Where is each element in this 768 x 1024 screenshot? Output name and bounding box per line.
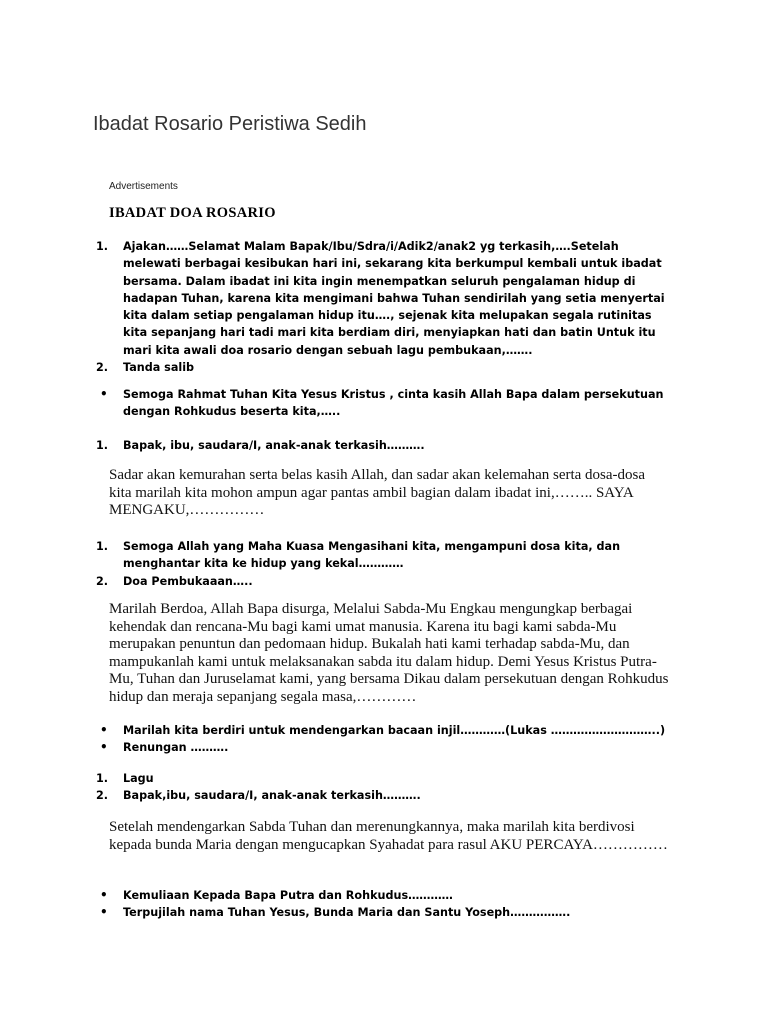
- paragraph-creed: Setelah mendengarkan Sabda Tuhan dan merenungkannya, maka marilah kita berdivosi kepada bunda Maria dengan mengucapkan Syahadat para rasul AKU PERCAYA……………: [109, 819, 668, 853]
- list-item: [96, 722, 666, 739]
- list-item-text: Terpujilah nama Tuhan Yesus, Bunda Maria dan Santu Yoseph…………….: [123, 906, 571, 920]
- list-absolution: [96, 538, 666, 590]
- document-title: IBADAT DOA ROSARIO: [109, 205, 276, 221]
- bullet-marker: •: [100, 723, 108, 737]
- list-item-text: Semoga Allah yang Maha Kuasa Mengasihani kita, mengampuni dosa kita, dan menghantar kita ke hidup yang kekal…………: [123, 540, 621, 571]
- list-doxology: [96, 887, 666, 922]
- bullet-marker: •: [100, 905, 108, 920]
- list-item-text: Marilah kita berdiri untuk mendengarkan bacaan injil…………(Lukas ………………………..): [123, 724, 666, 737]
- list-item: [96, 573, 666, 590]
- list-item-text: Semoga Rahmat Tuhan Kita Yesus Kristus , cinta kasih Allah Bapa dalam persekutuan dengan Rohkudus beserta kita,…..: [123, 388, 664, 419]
- list-item-text: Bapak,ibu, saudara/I, anak-anak terkasih……….: [123, 789, 421, 803]
- list-item: [96, 386, 666, 421]
- list-number: 1.: [96, 240, 109, 253]
- list-item: [96, 887, 666, 904]
- list-item-text: Bapak, ibu, saudara/I, anak-anak terkasih……….: [123, 439, 425, 452]
- list-opening: [96, 238, 666, 376]
- list-item: [96, 739, 666, 756]
- list-number: 2.: [96, 361, 109, 375]
- list-address: [96, 437, 666, 454]
- list-greeting: [96, 386, 666, 421]
- list-gospel: [96, 722, 666, 757]
- list-item: [96, 787, 666, 804]
- list-number: 1.: [96, 540, 109, 553]
- list-number: 1.: [96, 439, 109, 452]
- paragraph-confession: Sadar akan kemurahan serta belas kasih Allah, dan sadar akan kelemahan serta dosa-dosa kita marilah kita mohon ampun agar pantas ambil bagian dalam ibadat ini,…….. SAYA MENGAKU,……………: [109, 467, 646, 519]
- list-item-text: Renungan ……….: [123, 741, 229, 755]
- list-item: [96, 238, 666, 359]
- page-title: Ibadat Rosario Peristiwa Sedih: [93, 113, 367, 135]
- list-song: [96, 770, 666, 805]
- list-item: [96, 359, 666, 376]
- list-item-text: Doa Pembukaaan…..: [123, 574, 253, 588]
- list-number: 2.: [96, 789, 109, 803]
- advertisements-label: Advertisements: [109, 181, 178, 192]
- list-item: [96, 904, 666, 921]
- list-item-text: Kemuliaan Kepada Bapa Putra dan Rohkudus…………: [123, 889, 453, 902]
- list-number: 1.: [96, 772, 109, 785]
- list-item-text: Ajakan……Selamat Malam Bapak/Ibu/Sdra/i/Adik2/anak2 yg terkasih,….Setelah melewati berbagai kesibukan hari ini, sekarang kita berkumpul kembali untuk ibadat bersama. Dalam ibadat ini kita ingin menempatkan seluruh pengalaman hidup di hadapan Tuhan, karena kita mengimani bahwa Tuhan sendirilah yang setia menyertai kita dalam setiap pengalaman hidup itu…., sejenak kita melupakan segala rutinitas kita sepanjang hari tadi mari kita berdiam diri, menyiapkan hati dan batin Untuk itu mari kita awali doa rosario dengan sebuah lagu pembukaan,…….: [123, 240, 665, 357]
- list-item-text: Lagu: [123, 772, 154, 785]
- list-number: 2.: [96, 574, 109, 588]
- paragraph-opening-prayer: Marilah Berdoa, Allah Bapa disurga, Melalui Sabda-Mu Engkau mengungkap berbagai kehendak dan rencana-Mu bagi kami umat manusia. Karena itu bagi kami sabda-Mu merupakan penuntun dan pedomaan hidup. Bukalah hati kami terhadap sabda-Mu, dan mampukanlah kami untuk melaksanakan sabda itu dalam hidup. Demi Yesus Kristus Putra-Mu, Tuhan dan Juruselamat kami, yang bersama Dikau dalam persekutuan dengan Rohkudus hidup dan meraja sepanjang segala masa,…………: [109, 601, 669, 705]
- list-item-text: Tanda salib: [123, 361, 195, 375]
- list-item: [96, 437, 666, 454]
- list-item: [96, 770, 666, 787]
- bullet-marker: •: [100, 740, 108, 755]
- bullet-marker: •: [100, 888, 108, 902]
- list-item: [96, 538, 666, 573]
- bullet-marker: •: [100, 387, 108, 401]
